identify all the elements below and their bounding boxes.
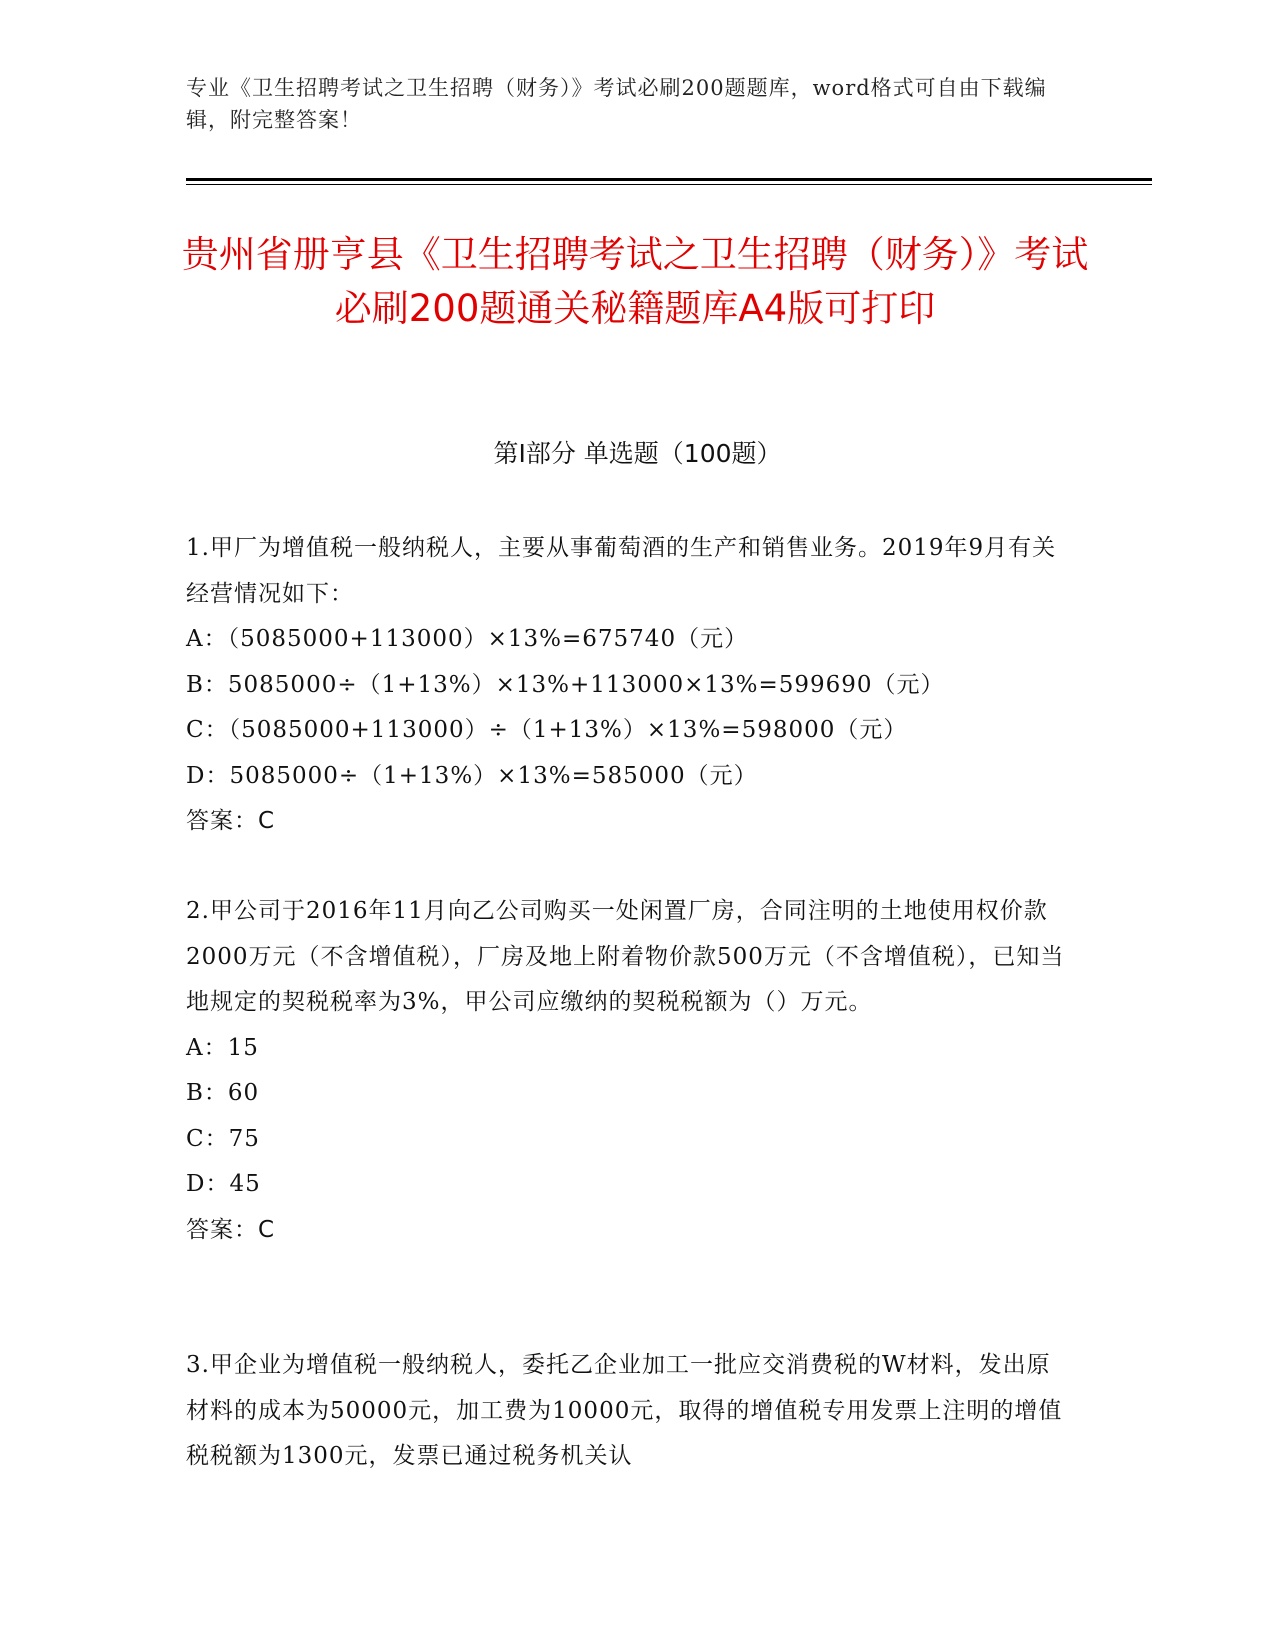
option-c: C：（5085000+113000）÷（1+13%）×13%=598000（元）	[186, 717, 908, 743]
option-a: A：15	[186, 1034, 259, 1061]
answer-line: 答案：C	[186, 1216, 276, 1243]
header-divider-thick	[186, 178, 1152, 181]
option-c: C：75	[186, 1125, 260, 1152]
option-b: B：5085000÷（1+13%）×13%+113000×13%=599690（元）	[186, 671, 945, 698]
question-2	[186, 889, 1066, 1253]
option-d: D：5085000÷（1+13%）×13%=585000（元）	[186, 762, 758, 789]
question-stem: 2.甲公司于2016年11月向乙公司购买一处闲置厂房，合同注明的土地使用权价款2000万元（不含增值税），厂房及地上附着物价款500万元（不含增值税），已知当地规定的契税税率为3%，甲公司应缴纳的契税税额为（）万元。	[186, 898, 1065, 1015]
option-a: A：（5085000+113000）×13%=675740（元）	[186, 626, 749, 652]
question-stem: 1.甲厂为增值税一般纳税人，主要从事葡萄酒的生产和销售业务。2019年9月有关经营情况如下：	[186, 535, 1057, 607]
question-1	[186, 526, 1066, 845]
answer-line: 答案：C	[186, 808, 276, 834]
question-3	[186, 1343, 1066, 1480]
option-b: B：60	[186, 1080, 260, 1106]
option-d: D：45	[186, 1171, 261, 1197]
header-divider-thin	[186, 184, 1152, 185]
question-stem: 3.甲企业为增值税一般纳税人，委托乙企业加工一批应交消费税的W材料，发出原材料的成本为50000元，加工费为10000元，取得的增值税专用发票上注明的增值税税额为1300元，发票已通过税务机关认	[186, 1352, 1063, 1469]
section-heading: 第Ⅰ部分 单选题（100题）	[493, 439, 782, 468]
document-title: 贵州省册亨县《卫生招聘考试之卫生招聘（财务）》考试必刷200题通关秘籍题库A4版可打印	[181, 233, 1089, 330]
header-note: 专业《卫生招聘考试之卫生招聘（财务）》考试必刷200题题库，word格式可自由下载编辑，附完整答案！	[186, 76, 1047, 132]
